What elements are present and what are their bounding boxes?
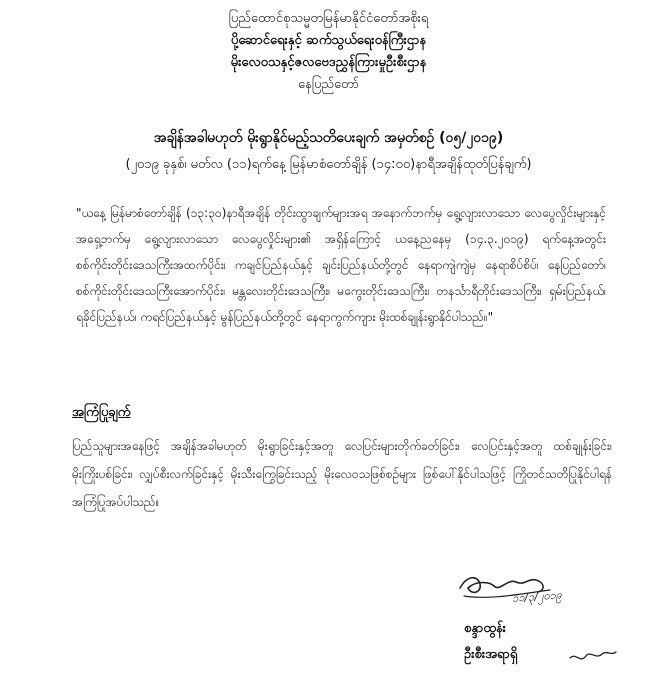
handwritten-date: ၁၁/၃/၂၀၁၉ (511, 588, 563, 605)
advice-text: ပြည်သူများအနေဖြင့် အချိန်အခါမဟုတ် မိုးရွာခြင်းနှင့်အတူ လေပြင်းများတိုက်ခတ်ခြင်း၊ လေပြင်းနှင့်အတူ ထစ်ချုန်းခြင်း၊ မိုးကြိုးပစ်ခြင်း၊ လျှပ်စီးလက်ခြင်းနှင့် မိုးသီးကြွေခြင်းသည့် မိုးလေဝသဖြစ်စဉ်များ ဖြစ်ပေါ်နိုင်ပါသဖြင့် ကြိုတင်သတိပြုနိုင်ပါရန် အကြံပြုအပ်ပါသည်။ (72, 439, 612, 509)
document-title: အချိန်အခါမဟုတ် မိုးရွာနိုင်မည့်သတိပေးချက် အမှတ်စဉ် (၀၅/၂၀၁၉) (153, 130, 504, 146)
header-ministry: ပို့ဆောင်ရေးနှင့် ဆက်သွယ်ရေးဝန်ကြီးဌာန (230, 33, 427, 48)
advice-heading: အကြံပြုချက် (72, 405, 131, 420)
header-government: ပြည်ထောင်စုသမ္မတမြန်မာနိုင်ငံတော်အစိုးရ (228, 11, 429, 26)
header-department: မိုးလေဝသနှင့်ဇလဗေဒညွှန်ကြားမှုဦးစီးဌာန (230, 55, 427, 70)
signatory-name: စန္ဒာထွန်း (464, 621, 506, 636)
signatory-role: ဦးစီးအရာရှိ (464, 647, 518, 662)
signature-block (420, 560, 640, 675)
header-location: နေပြည်တော် (297, 77, 359, 92)
handwritten-signature (420, 560, 640, 675)
document-date: (၂၀၁၉ ခုနှစ်၊ မတ်လ (၁၁)ရက်နေ့ မြန်မာစံတော်ချိန် (၁၄:၀၀)နာရီအချိန်ထုတ်ပြန်ချက်) (125, 157, 532, 172)
warning-statement: "ယနေ့ မြန်မာစံတော်ချိန် (၁၃:၃၀)နာရီအချိန် တိုင်းထွာချက်များအရ အနောက်ဘက်မှ ရွေ့လျားလာသော လေပွေလှိုင်းများနှင့် အရှေ့ဘက်မှ ရွေ့လျားလာသော လေပွေလှိုင်းများ၏ အရှိန်ကြောင့် ယနေ့ညနေမှ (၁၄.၃.၂၀၁၉) ရက်နေ့အတွင်း စစ်ကိုင်းတိုင်းဒေသကြီးအထက်ပိုင်း၊ ကချင်ပြည်နယ်နှင့် ချင်းပြည်နယ်တို့တွင် နေရာကျဲကျဲမှ နေရာစိပ်စိပ်၊ နေပြည်တော်၊ စစ်ကိုင်းတိုင်းဒေသကြီးအောက်ပိုင်း၊ မန္တလေးတိုင်းဒေသကြီး၊ မကွေးတိုင်းဒေသကြီး၊ တနင်္သာရီတိုင်းဒေသကြီး၊ ရှမ်းပြည်နယ်၊ ရခိုင်ပြည်နယ်၊ ကရင်ပြည်နယ်နှင့် မွန်ပြည်နယ်တို့တွင် နေရာကွက်ကျား မိုးထစ်ချုန်းရွာနိုင်ပါသည်။" (76, 206, 606, 324)
